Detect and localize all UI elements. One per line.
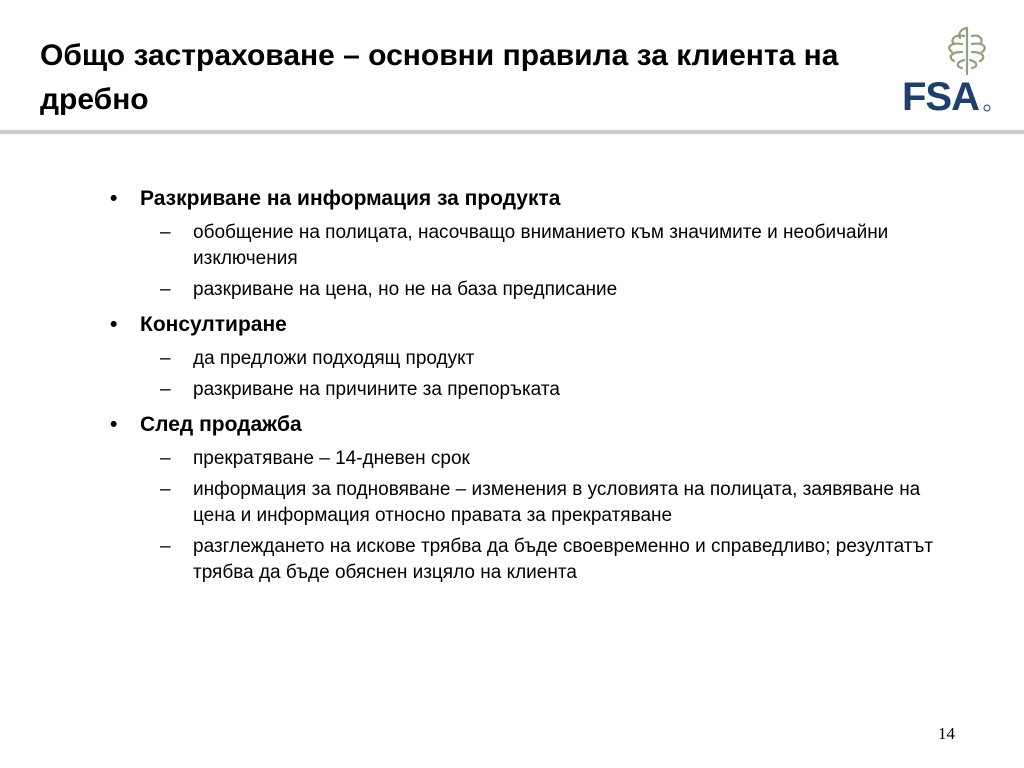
sub-item-text: разкриване на цена, но не на база предписание <box>193 279 618 300</box>
dash-marker: – <box>160 348 171 369</box>
bullet-item <box>108 408 948 442</box>
title-divider <box>0 130 1024 134</box>
bullet-heading: Консултиране <box>140 313 287 336</box>
sub-item <box>108 277 948 303</box>
sub-item-text: да предложи подходящ продукт <box>193 348 475 369</box>
bullet-marker: • <box>110 187 118 210</box>
dash-marker: – <box>160 536 171 557</box>
sub-item-text: разкриване на причините за препоръката <box>193 379 560 400</box>
sub-item-text: информация за подновяване – изменения в условията на полицата, заявяване на цена и информация относно правата за прекратяване <box>193 479 921 526</box>
slide-body <box>108 182 948 591</box>
sub-item <box>108 534 948 586</box>
sub-item <box>108 220 948 272</box>
slide-title: Общо застраховане – основни правила за клиента на дребно <box>40 39 839 116</box>
page-number: 14 <box>938 724 955 743</box>
fsa-logo <box>902 22 994 116</box>
sub-item-text: разглеждането на искове трябва да бъде своевременно и справедливо; резултатът трябва да бъде обяснен изцяло на клиента <box>193 536 934 583</box>
bullet-marker: • <box>110 413 118 436</box>
sub-item <box>108 477 948 529</box>
sub-item-text: обобщение на полицата, насочващо вниманието към значимите и необичайни изключения <box>193 222 889 269</box>
sub-item <box>108 446 948 472</box>
bullet-heading: Разкриване на информация за продукта <box>140 187 561 210</box>
bullet-marker: • <box>110 313 118 336</box>
dash-marker: – <box>160 279 171 300</box>
dash-marker: – <box>160 379 171 400</box>
bullet-heading: След продажба <box>140 413 302 436</box>
dash-marker: – <box>160 222 171 243</box>
fsa-leaf-icon <box>902 22 994 116</box>
dash-marker: – <box>160 479 171 500</box>
bullet-item <box>108 308 948 342</box>
dash-marker: – <box>160 448 171 469</box>
bullet-item <box>108 182 948 216</box>
fsa-logo-text: FSA <box>902 75 979 116</box>
sub-item <box>108 346 948 372</box>
sub-item-text: прекратяване – 14-дневен срок <box>193 448 470 469</box>
sub-item <box>108 377 948 403</box>
